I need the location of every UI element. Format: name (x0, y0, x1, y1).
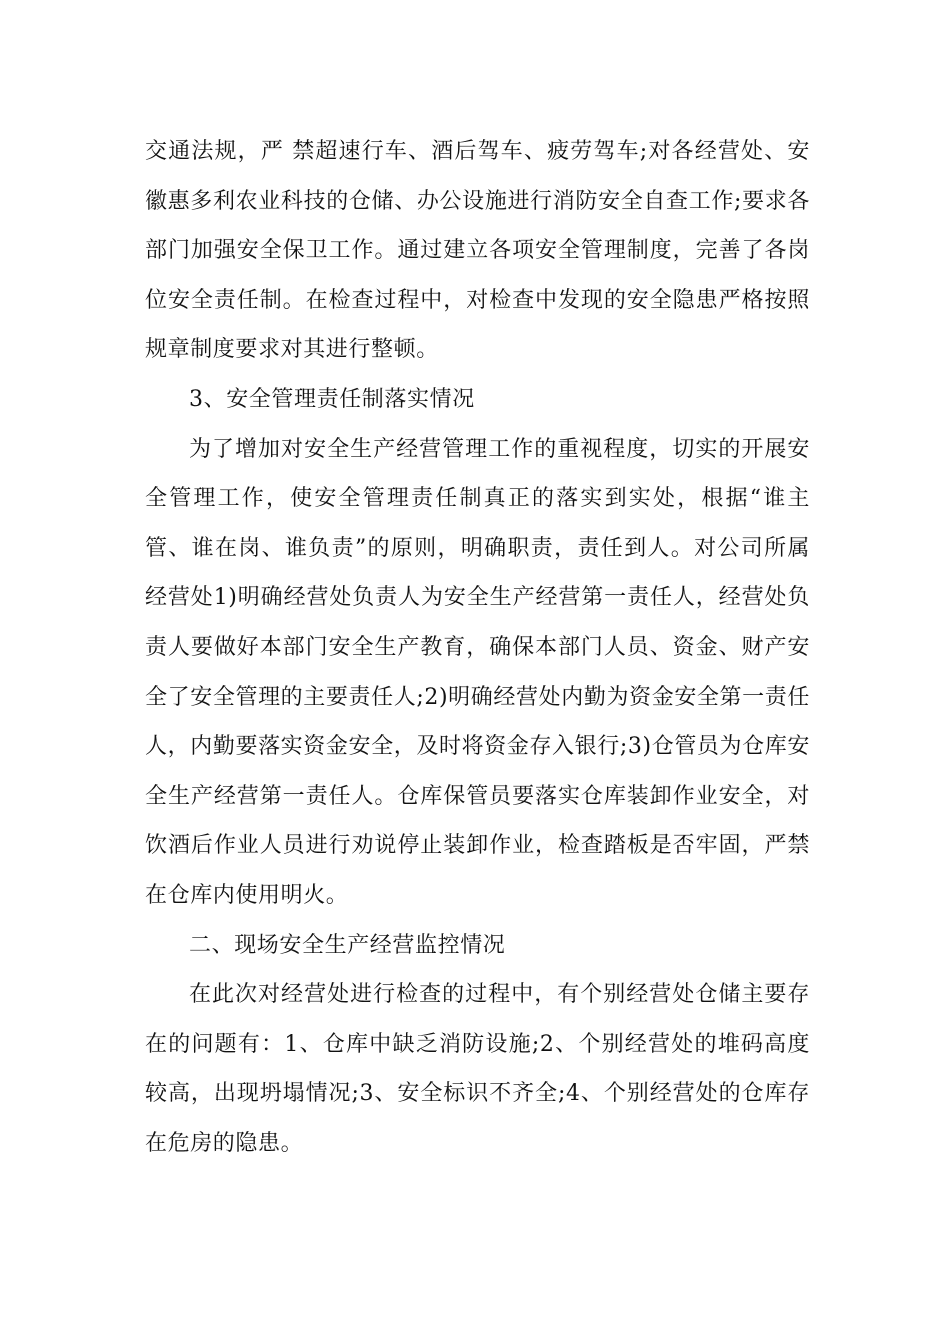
section-heading-2: 二、现场安全生产经营监控情况 (189, 932, 506, 958)
paragraph-responsibility: 为了增加对安全生产经营管理工作的重视程度，切实的开展安全管理工作，使安全管理责任制真正的落实到实处，根据“谁主管、谁在岗、谁负责”的原则，明确职责，责任到人。对公司所属经营处1)明确经营处负责人为安全生产经营第一责任人，经营处负责人要做好本部门安全生产教育，确保本部门人员、资金、财产安全了安全管理的主要责任人;2)明确经营处内勤为资金安全第一责任人，内勤要落实资金安全，及时将资金存入银行;3)仓管员为仓库安全生产经营第一责任人。仓库保管员要落实仓库装卸作业安全，对饮酒后作业人员进行劝说停止装卸作业，检查踏板是否牢固，严禁在仓库内使用明火。 (145, 436, 810, 908)
document-body (145, 127, 810, 1168)
paragraph-inspection: 在此次对经营处进行检查的过程中，有个别经营处仓储主要存在的问题有：1、仓库中缺乏消防设施;2、个别经营处的堆码高度较高，出现坍塌情况;3、安全标识不齐全;4、个别经营处的仓库存在危房的隐患。 (145, 982, 810, 1156)
section-heading-3: 3、安全管理责任制落实情况 (189, 386, 475, 412)
paragraph-continuation: 交通法规，严 禁超速行车、酒后驾车、疲劳驾车;对各经营处、安徽惠多利农业科技的仓储、办公设施进行消防安全自查工作;要求各部门加强安全保卫工作。通过建立各项安全管理制度，完善了各岗位安全责任制。在检查过程中，对检查中发现的安全隐患严格按照规章制度要求对其进行整顿。 (145, 139, 810, 363)
